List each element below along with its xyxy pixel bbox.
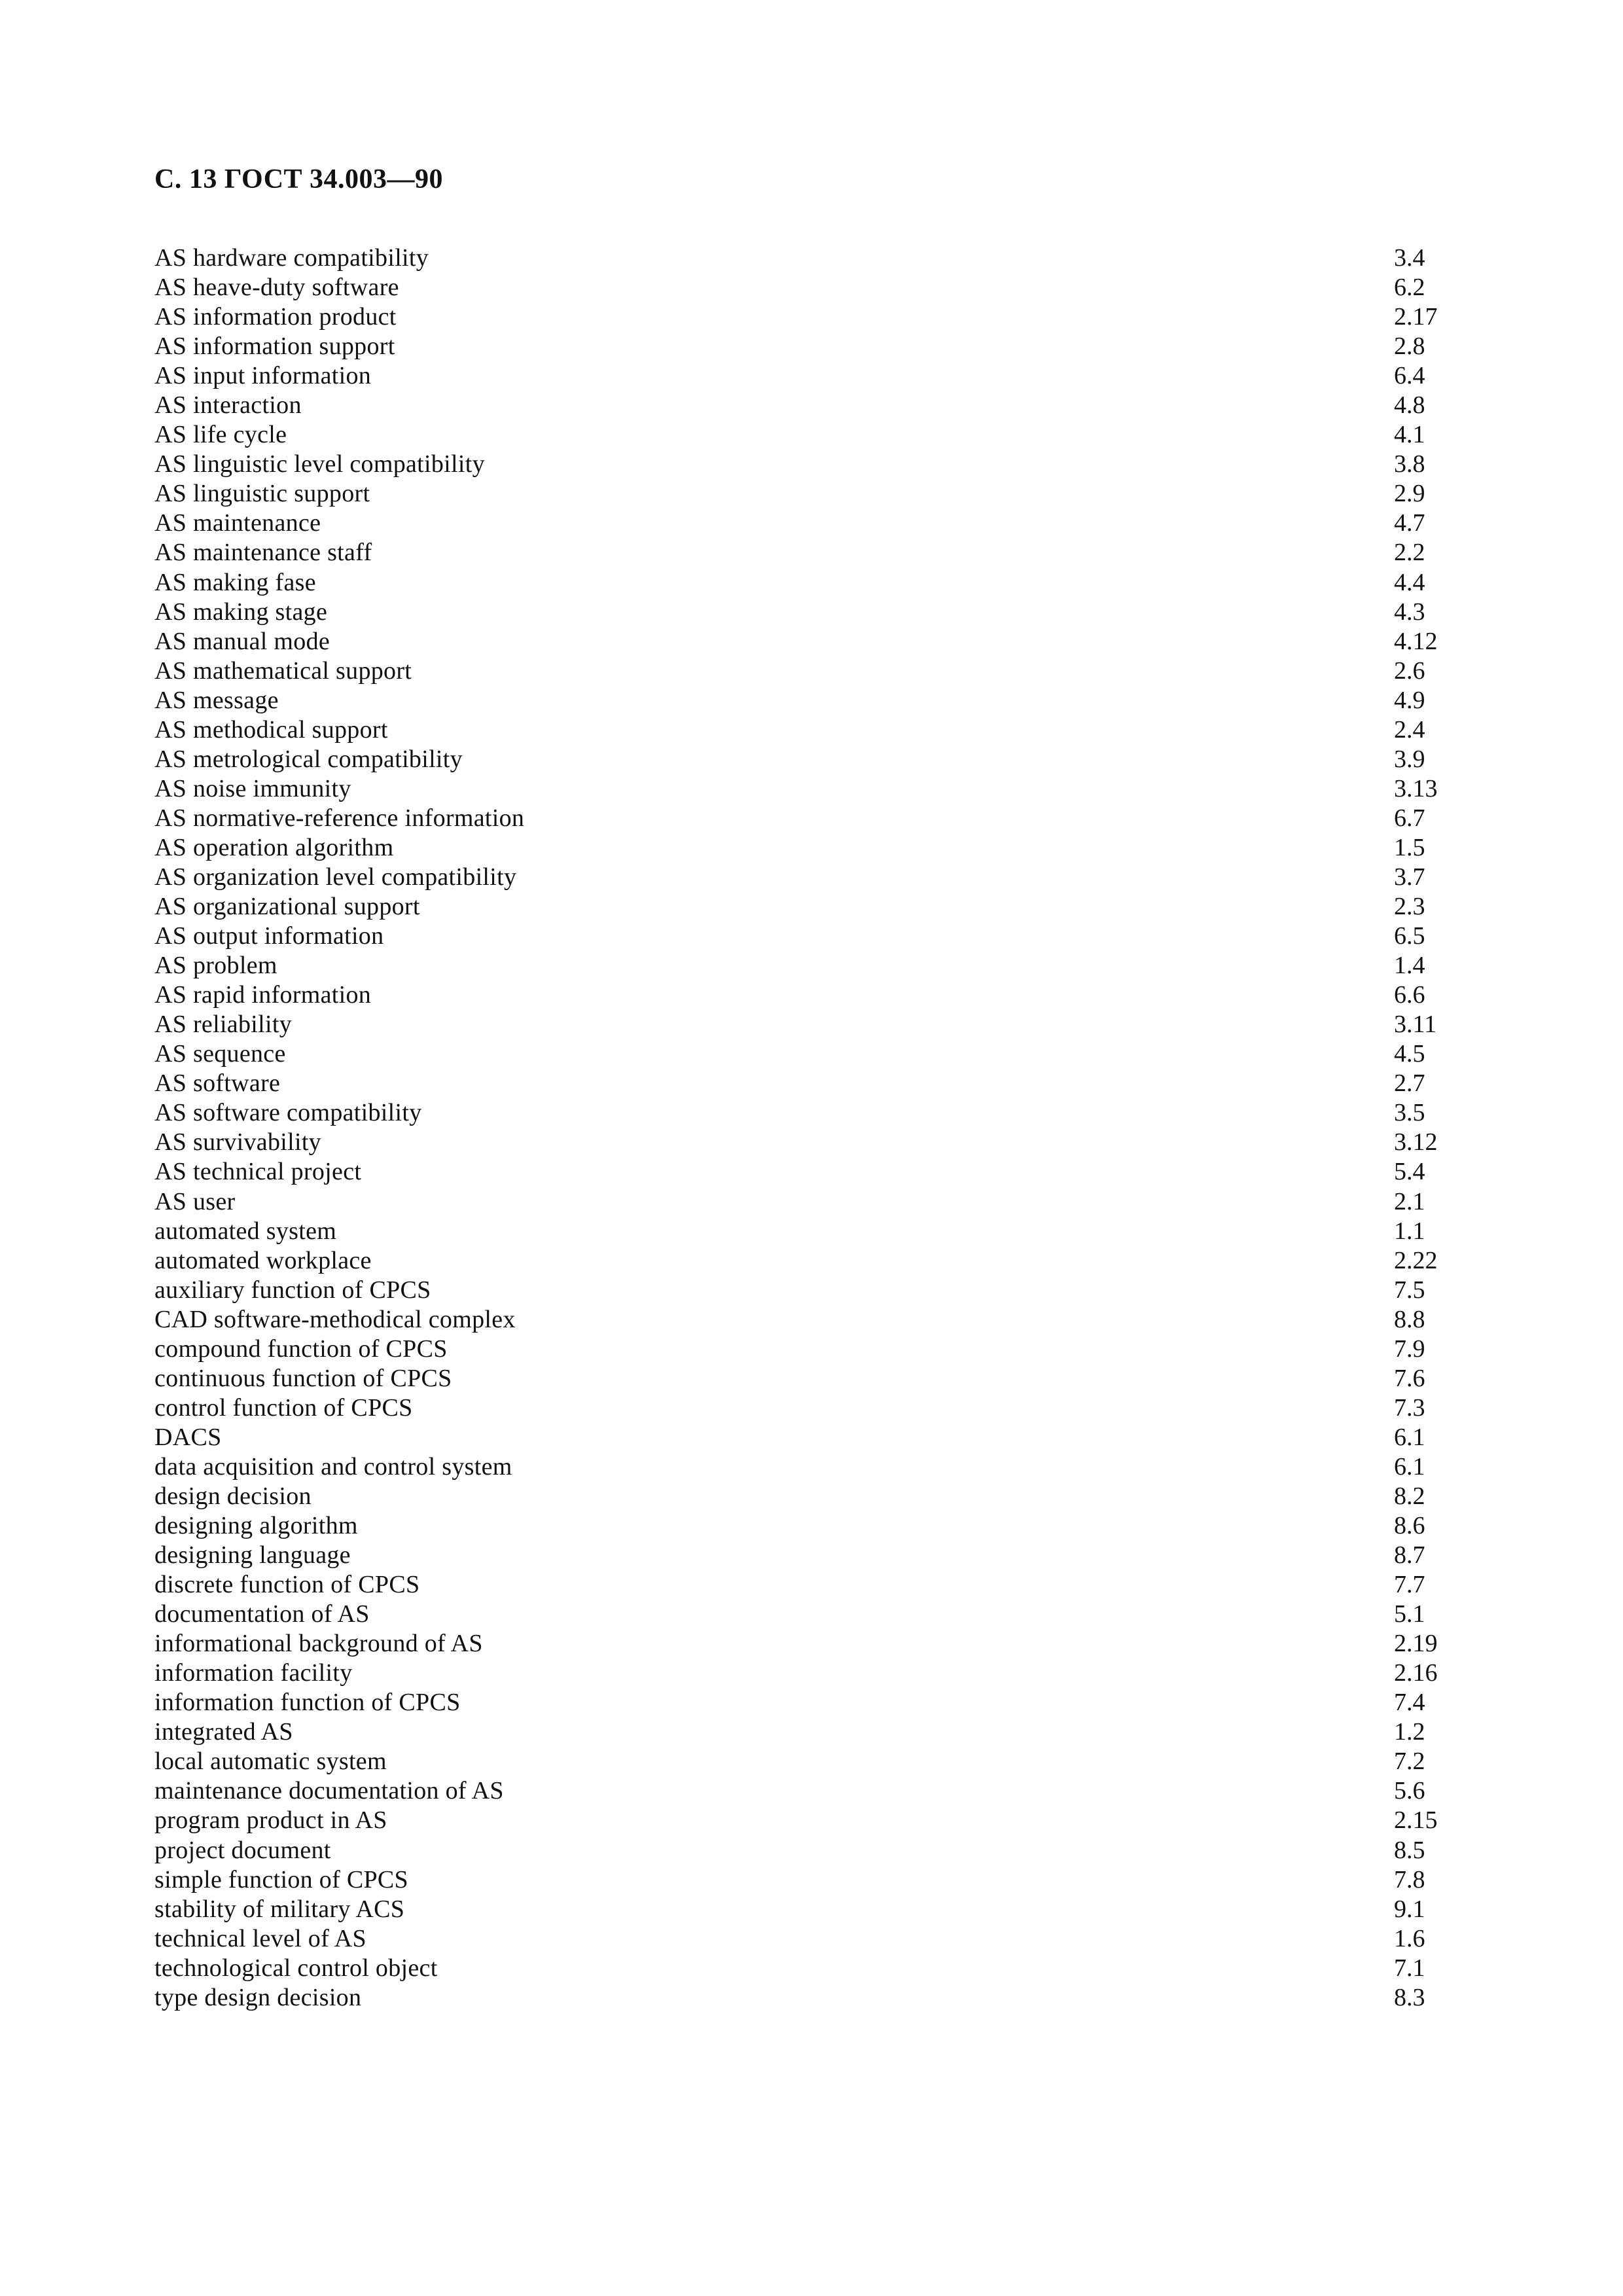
- index-reference-number: 6.7: [1394, 804, 1425, 832]
- index-reference-number: 7.4: [1394, 1689, 1425, 1717]
- index-term: AS life cycle: [154, 421, 287, 449]
- index-term: AS software: [154, 1069, 281, 1098]
- index-entry: [154, 715, 1444, 745]
- index-reference-number: 6.1: [1394, 1423, 1425, 1451]
- index-reference-number: 4.5: [1394, 1040, 1425, 1068]
- index-reference-number: 4.3: [1394, 598, 1425, 626]
- index-entry: [154, 627, 1444, 656]
- index-reference-number: 3.4: [1394, 244, 1425, 272]
- index-entry: [154, 1187, 1444, 1217]
- index-term: AS interaction: [154, 391, 302, 420]
- index-entry: [154, 450, 1444, 479]
- index-reference-number: 1.6: [1394, 1924, 1425, 1952]
- index-reference-number: 4.8: [1394, 391, 1425, 420]
- index-term: program product in AS: [154, 1806, 387, 1835]
- index-reference-number: 1.2: [1394, 1718, 1425, 1746]
- index-reference-number: 7.1: [1394, 1954, 1425, 1982]
- index-term: AS manual mode: [154, 627, 330, 655]
- index-entry: [154, 774, 1444, 804]
- index-term: data acquisition and control system: [154, 1452, 512, 1480]
- index-entry: [154, 1069, 1444, 1098]
- index-entry: [154, 1747, 1444, 1776]
- index-term: AS maintenance staff: [154, 539, 372, 567]
- index-term: stability of military ACS: [154, 1895, 405, 1923]
- index-entry: [154, 1335, 1444, 1364]
- index-entry: [154, 1511, 1444, 1541]
- index-term: simple function of CPCS: [154, 1865, 408, 1893]
- index-entry: [154, 273, 1444, 302]
- index-entry: [154, 598, 1444, 627]
- index-entry: [154, 686, 1444, 715]
- index-term: local automatic system: [154, 1748, 387, 1776]
- index-reference-number: 2.7: [1394, 1069, 1425, 1098]
- index-entry: [154, 332, 1444, 361]
- index-term: AS problem: [154, 952, 277, 980]
- index-reference-number: 8.6: [1394, 1512, 1425, 1540]
- index-reference-number: 9.1: [1394, 1895, 1425, 1923]
- index-term: information facility: [154, 1659, 353, 1687]
- index-entry: [154, 745, 1444, 774]
- index-reference-number: 5.4: [1394, 1158, 1425, 1186]
- index-term: integrated AS: [154, 1718, 293, 1746]
- index-reference-number: 6.1: [1394, 1452, 1425, 1480]
- index-term: AS making stage: [154, 598, 328, 626]
- index-term: AS output information: [154, 922, 384, 950]
- index-reference-number: 2.16: [1394, 1659, 1438, 1687]
- index-term: AS input information: [154, 362, 372, 390]
- index-entry: [154, 391, 1444, 420]
- index-term: AS survivability: [154, 1128, 321, 1157]
- index-term: auxiliary function of CPCS: [154, 1276, 431, 1304]
- index-reference-number: 2.19: [1394, 1630, 1438, 1658]
- index-term: AS information product: [154, 303, 397, 331]
- index-term: AS heave-duty software: [154, 274, 399, 302]
- index-entry: [154, 1393, 1444, 1423]
- index-entry: [154, 568, 1444, 598]
- index-entry: [154, 420, 1444, 450]
- index-entry: [154, 1688, 1444, 1717]
- index-reference-number: 2.2: [1394, 539, 1425, 567]
- index-entry: [154, 538, 1444, 567]
- index-term: CAD software-methodical complex: [154, 1305, 516, 1333]
- index-term: project document: [154, 1836, 331, 1864]
- index-entry: [154, 1629, 1444, 1659]
- index-term: information function of CPCS: [154, 1689, 461, 1717]
- index-reference-number: 2.8: [1394, 332, 1425, 361]
- index-term: AS linguistic support: [154, 480, 370, 508]
- index-reference-number: 7.9: [1394, 1335, 1425, 1363]
- index-reference-number: 3.7: [1394, 863, 1425, 891]
- index-reference-number: 2.3: [1394, 893, 1425, 921]
- index-reference-number: 3.8: [1394, 450, 1425, 478]
- index-entry: [154, 1305, 1444, 1335]
- index-term: AS metrological compatibility: [154, 745, 463, 773]
- index-reference-number: 5.1: [1394, 1600, 1425, 1628]
- index-term: DACS: [154, 1423, 222, 1451]
- index-term: design decision: [154, 1482, 312, 1510]
- index-reference-number: 8.2: [1394, 1482, 1425, 1510]
- index-reference-number: 2.1: [1394, 1187, 1425, 1215]
- index-reference-number: 8.5: [1394, 1836, 1425, 1864]
- index-entry: [154, 922, 1444, 951]
- index-term: discrete function of CPCS: [154, 1571, 420, 1599]
- index-term: AS maintenance: [154, 509, 321, 537]
- index-term: technical level of AS: [154, 1924, 366, 1952]
- index-reference-number: 6.2: [1394, 274, 1425, 302]
- page-header: С. 13 ГОСТ 34.003—90: [154, 164, 444, 194]
- index-term: AS user: [154, 1187, 236, 1215]
- index-reference-number: 7.7: [1394, 1571, 1425, 1599]
- index-entry: [154, 1128, 1444, 1157]
- index-reference-number: 2.9: [1394, 480, 1425, 508]
- index-term: AS sequence: [154, 1040, 286, 1068]
- index-term: automated system: [154, 1217, 337, 1245]
- index-entry: [154, 1246, 1444, 1276]
- index-entry: [154, 1717, 1444, 1747]
- index-term: AS normative-reference information: [154, 804, 525, 832]
- index-reference-number: 2.4: [1394, 715, 1425, 744]
- index-reference-number: 6.5: [1394, 922, 1425, 950]
- index-reference-number: 3.9: [1394, 745, 1425, 773]
- index-term: type design decision: [154, 1983, 362, 2011]
- index-term: informational background of AS: [154, 1630, 483, 1658]
- index-entry: [154, 1570, 1444, 1600]
- index-reference-number: 3.13: [1394, 774, 1438, 802]
- index-entry: [154, 1836, 1444, 1865]
- index-entry: [154, 1806, 1444, 1835]
- index-entry: [154, 1098, 1444, 1128]
- index-entry: [154, 243, 1444, 273]
- index-entry: [154, 302, 1444, 332]
- index-reference-number: 4.7: [1394, 509, 1425, 537]
- index-reference-number: 8.7: [1394, 1541, 1425, 1570]
- index-reference-number: 4.4: [1394, 568, 1425, 596]
- index-reference-number: 3.11: [1394, 1011, 1437, 1039]
- index-entry: [154, 1452, 1444, 1482]
- index-term: AS organization level compatibility: [154, 863, 517, 891]
- index-term: AS making fase: [154, 568, 316, 596]
- index-reference-number: 3.5: [1394, 1099, 1425, 1127]
- index-entry: [154, 892, 1444, 922]
- index-term: designing algorithm: [154, 1512, 358, 1540]
- index-entry: [154, 1865, 1444, 1895]
- index-reference-number: 4.12: [1394, 627, 1438, 655]
- index-term: technological control object: [154, 1954, 438, 1982]
- index-reference-number: 1.1: [1394, 1217, 1425, 1245]
- index-reference-number: 7.8: [1394, 1865, 1425, 1893]
- index-entry: [154, 1364, 1444, 1393]
- index-term: AS organizational support: [154, 893, 420, 921]
- index-term: AS technical project: [154, 1158, 362, 1186]
- index-term: AS mathematical support: [154, 656, 412, 685]
- index-term: AS message: [154, 686, 279, 714]
- index-term: AS noise immunity: [154, 774, 351, 802]
- index-entry: [154, 1217, 1444, 1246]
- index-reference-number: 8.8: [1394, 1305, 1425, 1333]
- index-reference-number: 7.3: [1394, 1393, 1425, 1422]
- index-entry: [154, 1895, 1444, 1924]
- index-reference-number: 2.15: [1394, 1806, 1438, 1835]
- index-term: AS methodical support: [154, 715, 388, 744]
- index-entry: [154, 1600, 1444, 1629]
- index-reference-number: 2.17: [1394, 303, 1438, 331]
- index-reference-number: 8.3: [1394, 1983, 1425, 2011]
- index-term: AS information support: [154, 332, 395, 361]
- index-entry: [154, 1924, 1444, 1954]
- index-entry: [154, 1039, 1444, 1069]
- index-entry: [154, 1983, 1444, 2013]
- index-reference-number: 5.6: [1394, 1777, 1425, 1805]
- index-entry: [154, 951, 1444, 980]
- index-entry: [154, 509, 1444, 538]
- index-term: designing language: [154, 1541, 351, 1570]
- index-entry: [154, 1541, 1444, 1570]
- index-entry: [154, 833, 1444, 863]
- index-term: compound function of CPCS: [154, 1335, 448, 1363]
- index-term: AS software compatibility: [154, 1099, 422, 1127]
- index-term: AS rapid information: [154, 981, 372, 1009]
- index-term: AS reliability: [154, 1011, 293, 1039]
- index-reference-number: 2.22: [1394, 1246, 1438, 1274]
- index-reference-number: 7.5: [1394, 1276, 1425, 1304]
- index-term: AS operation algorithm: [154, 833, 394, 861]
- index-entry: [154, 1423, 1444, 1452]
- index-term: maintenance documentation of AS: [154, 1777, 504, 1805]
- index-reference-number: 1.5: [1394, 833, 1425, 861]
- index-term: AS linguistic level compatibility: [154, 450, 485, 478]
- index-entry: [154, 479, 1444, 509]
- index-reference-number: 7.6: [1394, 1364, 1425, 1392]
- index-reference-number: 6.4: [1394, 362, 1425, 390]
- index-term: control function of CPCS: [154, 1393, 413, 1422]
- index-entry: [154, 1157, 1444, 1187]
- index-reference-number: 3.12: [1394, 1128, 1438, 1157]
- index-entry: [154, 1276, 1444, 1305]
- index-reference-number: 4.9: [1394, 686, 1425, 714]
- index-entry: [154, 1776, 1444, 1806]
- index-entry: [154, 656, 1444, 686]
- index-entry: [154, 804, 1444, 833]
- index-term: automated workplace: [154, 1246, 372, 1274]
- index-entry: [154, 863, 1444, 892]
- index-entry: [154, 361, 1444, 391]
- index-reference-number: 4.1: [1394, 421, 1425, 449]
- index-reference-number: 7.2: [1394, 1748, 1425, 1776]
- index-reference-number: 6.6: [1394, 981, 1425, 1009]
- index-term: AS hardware compatibility: [154, 244, 429, 272]
- index-entry: [154, 980, 1444, 1010]
- index-reference-number: 2.6: [1394, 656, 1425, 685]
- index-entry: [154, 1954, 1444, 1983]
- index-entry: [154, 1659, 1444, 1688]
- index-entry: [154, 1010, 1444, 1039]
- index-entry: [154, 1482, 1444, 1511]
- term-index-list: [154, 243, 1444, 2013]
- index-reference-number: 1.4: [1394, 952, 1425, 980]
- index-term: continuous function of CPCS: [154, 1364, 452, 1392]
- index-term: documentation of AS: [154, 1600, 370, 1628]
